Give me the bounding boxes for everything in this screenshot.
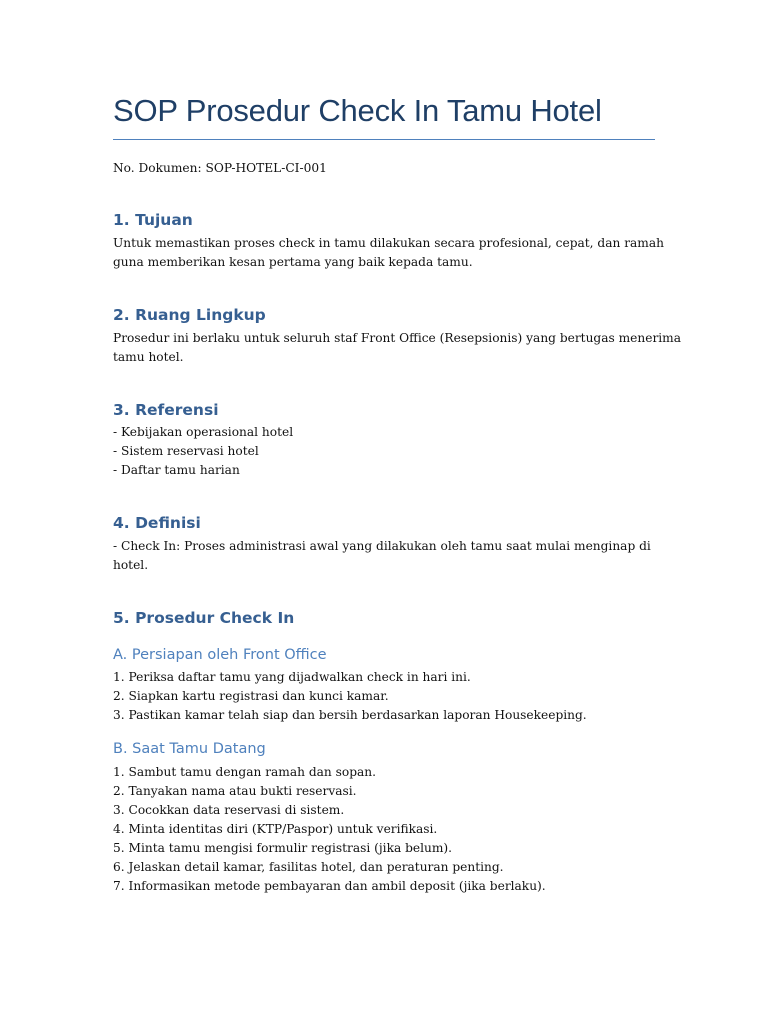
title-divider [113, 139, 655, 140]
list-item: 3. Cocokkan data reservasi di sistem. [113, 803, 345, 817]
paragraph-line: - Check In: Proses administrasi awal yang dilakukan oleh tamu saat mulai menginap di [113, 539, 651, 553]
paragraph-line: Prosedur ini berlaku untuk seluruh staf Front Office (Resepsionis) yang bertugas menerima [113, 331, 682, 345]
list-item: - Daftar tamu harian [113, 463, 240, 477]
page-title: SOP Prosedur Check In Tamu Hotel [113, 93, 602, 128]
subheading-persiapan: A. Persiapan oleh Front Office [113, 647, 327, 663]
list-saat-datang [113, 763, 655, 896]
heading-definisi: 4. Definisi [113, 514, 201, 532]
list-item: 1. Periksa daftar tamu yang dijadwalkan check in hari ini. [113, 670, 471, 684]
heading-prosedur: 5. Prosedur Check In [113, 609, 295, 627]
paragraph-line: tamu hotel. [113, 350, 184, 364]
subheading-saat-datang: B. Saat Tamu Datang [113, 741, 266, 757]
list-item: - Sistem reservasi hotel [113, 444, 259, 458]
list-item: 7. Informasikan metode pembayaran dan ambil deposit (jika berlaku). [113, 879, 546, 893]
heading-ruang-lingkup: 2. Ruang Lingkup [113, 306, 266, 324]
list-item: 2. Tanyakan nama atau bukti reservasi. [113, 784, 357, 798]
list-persiapan [113, 668, 655, 725]
list-item: - Kebijakan operasional hotel [113, 425, 294, 439]
doc-number-text: No. Dokumen: SOP-HOTEL-CI-001 [113, 161, 327, 175]
list-item: 3. Pastikan kamar telah siap dan bersih berdasarkan laporan Housekeeping. [113, 708, 587, 722]
paragraph-line: guna memberikan kesan pertama yang baik kepada tamu. [113, 255, 473, 269]
paragraph-line: hotel. [113, 558, 149, 572]
paragraph-ruang-lingkup [113, 329, 682, 367]
list-item: 4. Minta identitas diri (KTP/Paspor) untuk verifikasi. [113, 822, 438, 836]
paragraph-tujuan [113, 234, 664, 272]
list-referensi [113, 423, 655, 480]
list-item: 2. Siapkan kartu registrasi dan kunci kamar. [113, 689, 389, 703]
paragraph-line: Untuk memastikan proses check in tamu dilakukan secara profesional, cepat, dan ramah [113, 236, 664, 250]
list-item: 6. Jelaskan detail kamar, fasilitas hotel, dan peraturan penting. [113, 860, 504, 874]
paragraph-definisi [113, 537, 655, 575]
list-item: 5. Minta tamu mengisi formulir registrasi (jika belum). [113, 841, 453, 855]
list-item: 1. Sambut tamu dengan ramah dan sopan. [113, 765, 377, 779]
doc-number [113, 159, 655, 178]
heading-tujuan: 1. Tujuan [113, 211, 193, 229]
heading-referensi: 3. Referensi [113, 401, 219, 419]
